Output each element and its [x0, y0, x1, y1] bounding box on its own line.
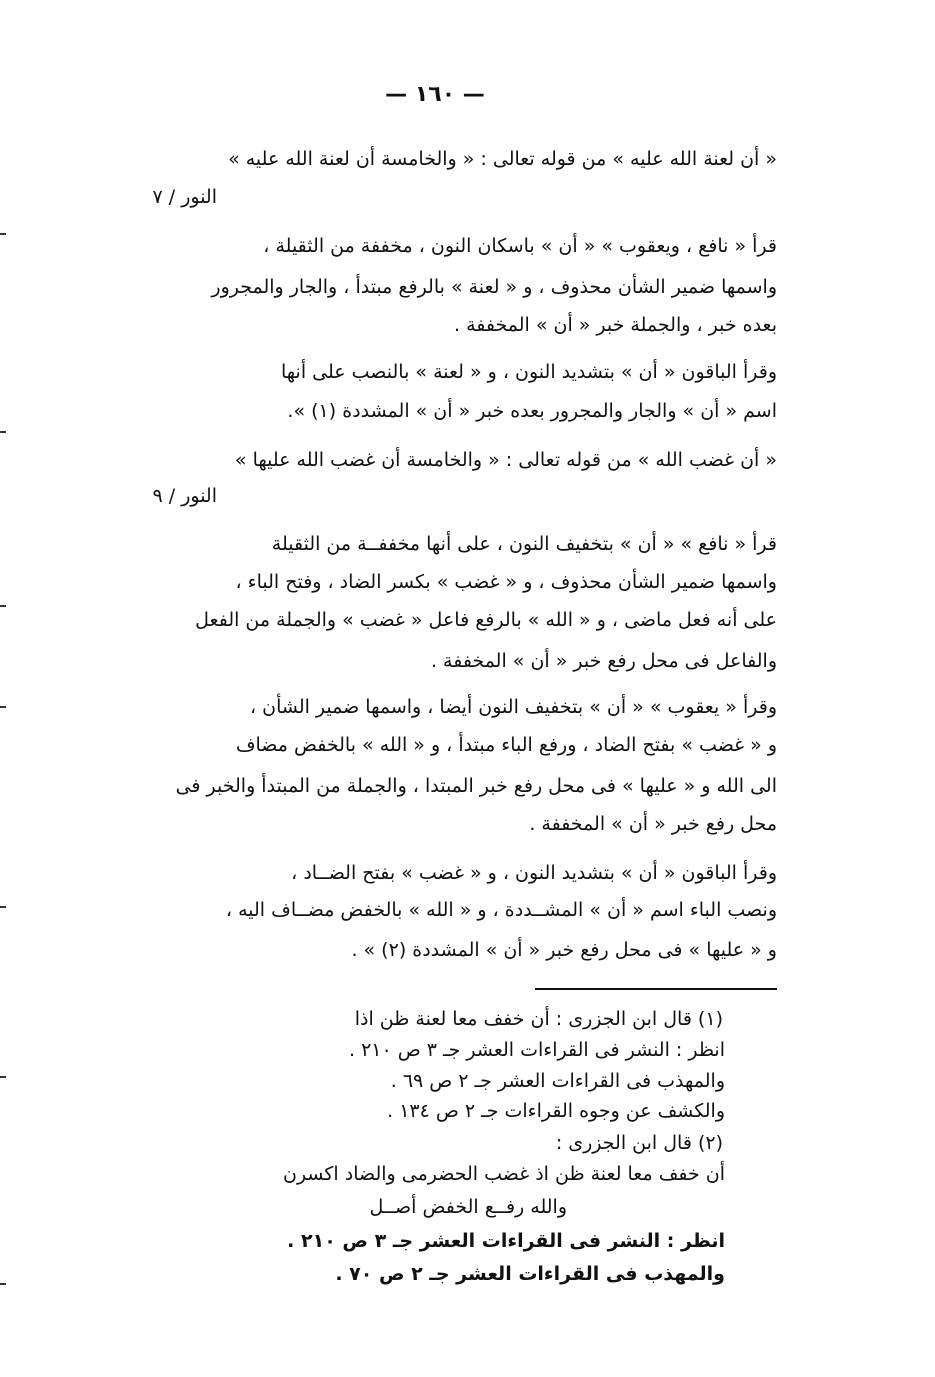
footnote-verse-line: والله رفــع الخفض أصــل: [369, 1196, 567, 1218]
scan-mark: [0, 1076, 6, 1078]
verse-reference: النور / ٧: [152, 186, 217, 208]
paragraph-line: على أنه فعل ماضى ، و « الله » بالرفع فاعل « غضب » والجملة من الفعل: [195, 609, 777, 631]
paragraph-line: اسم « أن » والجار والمجرور بعده خبر « أن » المشددة (١) ».: [287, 400, 777, 422]
paragraph-line: وقرأ « يعقوب » « أن » بتخفيف النون أيضا ، واسمها ضمير الشأن ،: [249, 696, 777, 718]
paragraph-line: والفاعل فى محل رفع خبر « أن » المخففة .: [430, 650, 777, 672]
paragraph-line: و « غضب » بفتح الضاد ، ورفع الباء مبتدأ ، و « الله » بالخفض مضاف: [235, 734, 777, 756]
footnote-line: انظر : النشر فى القراءات العشر جـ ٣ ص ٢١٠ .: [349, 1039, 725, 1061]
footnote-line: والمهذب فى القراءات العشر جـ ٢ ص ٦٩ .: [390, 1070, 725, 1092]
footnote-line: (١) قال ابن الجزرى : أن خفف معا لعنة ظن اذا: [354, 1008, 723, 1030]
paragraph-line: وقرأ الباقون « أن » بتشديد النون ، و « لعنة » بالنصب على أنها: [280, 361, 777, 383]
scan-mark: [0, 1283, 6, 1285]
footnote-line: انظر : النشر فى القراءات العشر جـ ٣ ص ٢١٠ .: [287, 1230, 725, 1252]
paragraph-line: محل رفع خبر « أن » المخففة .: [529, 813, 777, 835]
scan-mark: [0, 706, 6, 708]
paragraph-line: قرأ « نافع » « أن » بتخفيف النون ، على أنها مخففــة من الثقيلة: [271, 533, 777, 555]
footnote-line: والمهذب فى القراءات العشر جـ ٢ ص ٧٠ .: [335, 1263, 725, 1285]
verse-heading: « أن غضب الله » من قوله تعالى : « والخامسة أن غضب الله عليها »: [234, 449, 777, 471]
paragraph-line: ونصب الباء اسم « أن » المشــددة ، و « الله » بالخفض مضــاف اليه ،: [225, 899, 777, 921]
scan-mark: [0, 605, 6, 607]
paragraph-line: و « عليها » فى محل رفع خبر « أن » المشددة (٢) » .: [351, 939, 777, 961]
paragraph-line: وقرأ الباقون « أن » بتشديد النون ، و « غضب » بفتح الضــاد ،: [291, 862, 777, 884]
paragraph-line: الى الله و « عليها » فى محل رفع خبر المبتدا ، والجملة من المبتدأ والخبر فى: [175, 775, 777, 797]
page-number: — ١٦٠ —: [385, 82, 485, 107]
footnote-line: (٢) قال ابن الجزرى :: [555, 1132, 723, 1154]
footnote-separator: [535, 988, 777, 990]
paragraph-line: واسمها ضمير الشأن محذوف ، و « لعنة » بالرفع مبتدأ ، والجار والمجرور: [211, 276, 777, 298]
scan-mark: [0, 233, 6, 235]
paragraph-line: قرأ « نافع ، ويعقوب » « أن » باسكان النون ، مخففة من الثقيلة ،: [263, 235, 777, 257]
paragraph-line: بعده خبر ، والجملة خبر « أن » المخففة .: [453, 314, 777, 336]
footnote-verse-line: أن خفف معا لعنة ظن اذ غضب الحضرمى والضاد اكسرن: [282, 1163, 725, 1185]
scan-mark: [0, 906, 6, 908]
footnote-line: والكشف عن وجوه القراءات جـ ٢ ص ١٣٤ .: [387, 1100, 725, 1122]
scan-mark: [0, 431, 6, 433]
verse-reference: النور / ٩: [152, 485, 217, 507]
paragraph-line: واسمها ضمير الشأن محذوف ، و « غضب » بكسر الضاد ، وفتح الباء ،: [235, 571, 777, 593]
verse-heading: « أن لعنة الله عليه » من قوله تعالى : « والخامسة أن لعنة الله عليه »: [228, 148, 777, 170]
